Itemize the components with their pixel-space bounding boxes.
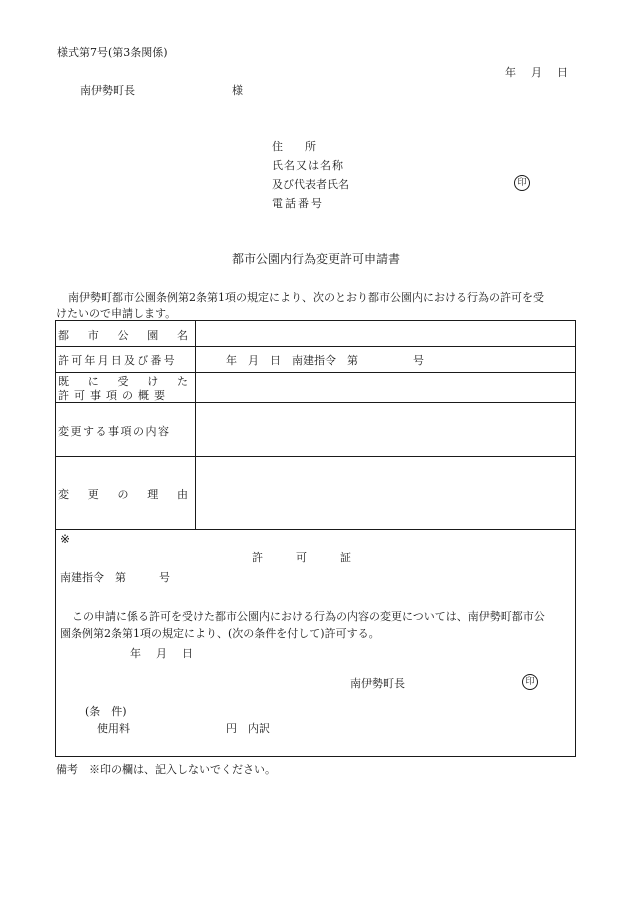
intro-line-1: 南伊勢町都市公園条例第2条第1項の規定により、次のとおり都市公園内における行為の許可を受 xyxy=(68,291,544,304)
issuer-seal-icon: 印 xyxy=(522,674,538,690)
intro-line-2: けたいので申請します。 xyxy=(56,307,177,320)
change-content-label: 変更する事項の内容 xyxy=(58,425,171,438)
permit-text-2: 園条例第2条第1項の規定により、(次の条件を付して)許可する。 xyxy=(60,627,380,640)
fee-label: 使用料 xyxy=(97,722,130,735)
permit-text-1: この申請に係る許可を受けた都市公園内における行為の内容の変更については、南伊勢町都市公 xyxy=(72,610,545,623)
date-line: 年 月 日 xyxy=(505,66,570,79)
document-title: 都市公園内行為変更許可申請書 xyxy=(232,252,401,266)
form-number: 様式第7号(第3条関係) xyxy=(57,46,168,59)
issuer: 南伊勢町長 xyxy=(350,677,405,690)
footnote: 備考 ※印の欄は、記入しないでください。 xyxy=(56,763,276,776)
permit-number: 南建指令 第 号 xyxy=(60,571,170,584)
address-label: 住 所 xyxy=(272,140,316,153)
conditions-label: (条 件) xyxy=(85,705,127,718)
official-use-mark: ※ xyxy=(60,532,71,546)
representative-label: 及び代表者氏名 xyxy=(272,178,349,191)
prior-permit-label-2: 許可事項の概要 xyxy=(58,389,170,402)
change-reason-label: 変 更 の 理 由 xyxy=(58,488,188,501)
park-name-label: 都 市 公 園 名 xyxy=(58,329,188,342)
permit-date-value: 年 月 日 南建指令 第 号 xyxy=(226,354,424,367)
name-label: 氏名又は名称 xyxy=(272,159,344,172)
permit-date: 年 月 日 xyxy=(130,647,195,660)
phone-label: 電話番号 xyxy=(272,197,324,210)
prior-permit-label-1: 既 に 受 け た xyxy=(58,375,188,388)
seal-icon: 印 xyxy=(514,175,530,191)
fee-units: 円 内訳 xyxy=(226,722,270,735)
honorific: 様 xyxy=(232,84,243,97)
permit-heading: 許 可 証 xyxy=(252,551,351,564)
addressee: 南伊勢町長 xyxy=(80,84,135,97)
permit-date-label: 許可年月日及び番号 xyxy=(58,354,177,367)
